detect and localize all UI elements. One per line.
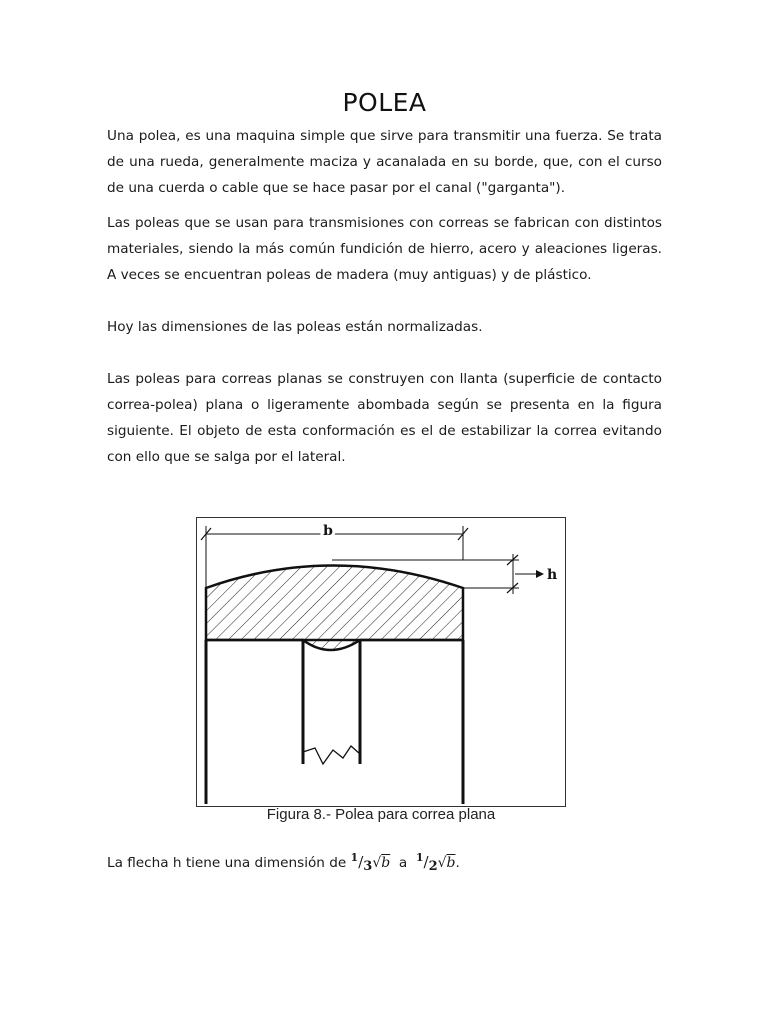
fraction-one-third: $^1/_3$ [350, 851, 373, 874]
formula-suffix: . [455, 855, 460, 871]
sqrt-b-2: √b [437, 855, 456, 871]
formula-prefix: La flecha h tiene una dimensión de [107, 855, 347, 871]
pulley-drawing [197, 518, 567, 808]
paragraph-4: Las poleas para correas planas se construyen con llanta (superficie de contacto correa-polea) plana o ligeramente abombada según se presenta en la figura siguiente. El objeto de esta conformación es el de estabilizar la correa evitando con ello que se salga por el lateral. [107, 371, 662, 465]
document-body [107, 88, 662, 479]
formula-connector: a [398, 855, 408, 871]
figure-caption: Figura 8.- Polea para correa plana [266, 806, 496, 823]
paragraph-3: Hoy las dimensiones de las poleas están normalizadas. [107, 319, 483, 335]
paragraph-1: Una polea, es una maquina simple que sirve para transmitir una fuerza. Se trata de una rueda, generalmente maciza y acanalada en su borde, que, con el curso de una cuerda o cable que se hace pasar por el canal ("garganta"). [107, 128, 662, 196]
formula-sentence [107, 845, 460, 880]
paragraph-2: Las poleas que se usan para transmisiones con correas se fabrican con distintos materiales, siendo la más común fundición de hierro, acero y aleaciones ligeras. A veces se encuentran poleas de madera (muy antiguas) y de plástico. [107, 215, 662, 283]
pulley-rim [206, 566, 463, 651]
label-b: b [323, 523, 333, 539]
sqrt-b-1: √b [372, 855, 391, 871]
pulley-figure [196, 517, 566, 807]
fraction-one-half: $^1/_2$ [415, 851, 438, 874]
break-line [303, 746, 360, 764]
label-h: h [547, 567, 558, 583]
page-title: POLEA [342, 88, 427, 117]
